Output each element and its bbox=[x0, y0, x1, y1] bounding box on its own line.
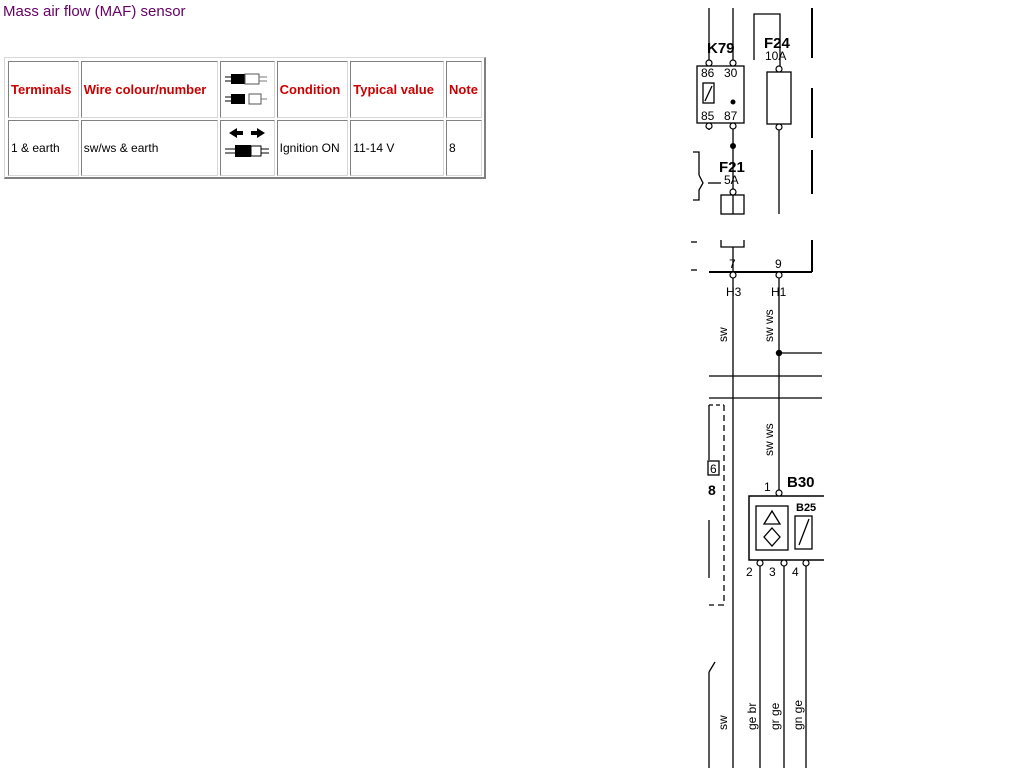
label-wire-sw-upper: sw bbox=[716, 327, 730, 342]
label-note-8: 8 bbox=[708, 482, 716, 498]
label-bracket-6: 6 bbox=[710, 462, 717, 476]
header-note: Note bbox=[446, 61, 482, 118]
label-f24-rating: 10A bbox=[765, 49, 787, 63]
label-f24: F24 bbox=[764, 35, 790, 52]
table-row bbox=[8, 120, 482, 176]
label-wire-grge: gr ge bbox=[768, 702, 782, 730]
header-connector-icon bbox=[220, 61, 275, 118]
test-data-table bbox=[6, 59, 484, 178]
label-wire-gnge: gn ge bbox=[791, 699, 805, 730]
label-wire-swws-mid: sw ws bbox=[762, 423, 776, 456]
label-conn-h3: H3 bbox=[726, 285, 742, 299]
label-wire-gebr: ge br bbox=[745, 702, 759, 730]
label-k79-pin86: 86 bbox=[701, 66, 715, 80]
connector-backprobe-icon bbox=[223, 125, 271, 169]
label-f21: F21 bbox=[719, 159, 745, 176]
label-k79-pin85: 85 bbox=[701, 109, 715, 123]
cell-connector-icon bbox=[220, 120, 275, 176]
label-b30-pin2: 2 bbox=[746, 565, 753, 579]
label-b30-pin1: 1 bbox=[764, 480, 771, 494]
cell-terminals: 1 & earth bbox=[8, 120, 79, 176]
label-pin7: 7 bbox=[729, 257, 736, 271]
label-b30: B30 bbox=[787, 474, 815, 491]
label-pin9: 9 bbox=[775, 257, 782, 271]
wiring-diagram bbox=[680, 0, 824, 768]
label-k79: K79 bbox=[707, 40, 735, 57]
label-b30-pin4: 4 bbox=[792, 565, 799, 579]
page-title: Mass air flow (MAF) sensor bbox=[3, 3, 186, 20]
label-b25: B25 bbox=[796, 502, 817, 514]
test-data-table-frame bbox=[4, 57, 486, 179]
label-conn-h1: H1 bbox=[771, 285, 787, 299]
label-k79-pin30: 30 bbox=[724, 66, 738, 80]
cell-wire-colour: sw/ws & earth bbox=[81, 120, 218, 176]
label-wire-swws-upper: sw ws bbox=[762, 309, 776, 342]
label-wire-sw-lower: sw bbox=[716, 715, 730, 730]
cell-typical-value: 11-14 V bbox=[350, 120, 444, 176]
header-condition: Condition bbox=[277, 61, 349, 118]
label-b30-pin3: 3 bbox=[769, 565, 776, 579]
cell-note: 8 bbox=[446, 120, 482, 176]
table-header-row bbox=[8, 61, 482, 118]
cell-condition: Ignition ON bbox=[277, 120, 349, 176]
header-typical-value: Typical value bbox=[350, 61, 444, 118]
connector-pair-icon bbox=[223, 66, 271, 110]
label-k79-pin87: 87 bbox=[724, 109, 738, 123]
header-terminals: Terminals bbox=[8, 61, 79, 118]
header-wire-colour: Wire colour/number bbox=[81, 61, 218, 118]
label-f21-rating: 5A bbox=[724, 173, 739, 187]
